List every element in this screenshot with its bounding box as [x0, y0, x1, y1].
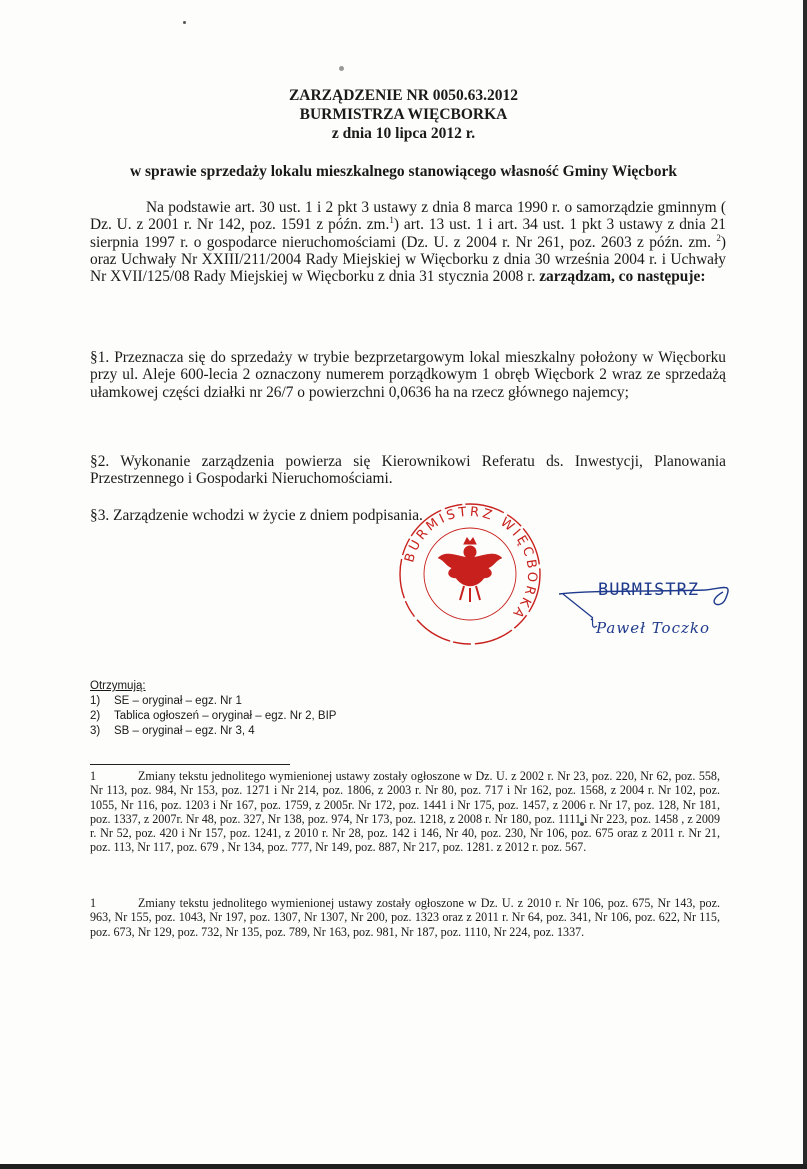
footnote-divider [90, 764, 290, 765]
list-item-text: SB – oryginał – egz. Nr 3, 4 [114, 725, 255, 737]
list-item [90, 709, 336, 724]
footnote-mark: 1 [90, 896, 97, 910]
list-item-text: SE – oryginał – egz. Nr 1 [114, 695, 242, 707]
legal-basis [90, 199, 726, 285]
signature-name: Paweł Toczko [596, 619, 711, 637]
receivers-label: Otrzymują: [90, 680, 146, 692]
list-item [90, 724, 336, 739]
eagle-emblem-icon [438, 538, 502, 602]
list-item [90, 694, 336, 709]
scan-speck [183, 21, 186, 24]
signature-title: BURMISTRZ [598, 580, 700, 600]
footnote-mark: 1 [90, 769, 97, 783]
issue-date: z dnia 10 lipca 2012 r. [331, 125, 476, 142]
footnote-text: Zmiany tekstu jednolitego wymienionej ustawy zostały ogłoszone w Dz. U. z 2010 r. Nr 106, poz. 675, Nr 143, poz. 963, Nr 155, poz. 1043, Nr 197, poz. 1307, Nr 1307, Nr 200, poz. 1323 oraz z 2011 r. Nr 64, poz. 341, Nr 106, poz. 622, Nr 115, poz. 673, Nr 129, poz. 732, Nr 135, poz. 789, Nr 163, poz. 981, Nr 187, poz. 1110, Nr 224, poz. 1337. [90, 896, 720, 939]
ordinance-number: ZARZĄDZENIE NR 0050.63.2012 [288, 87, 519, 104]
list-item-number: 3) [90, 725, 101, 737]
paragraph-3: §3. Zarządzenie wchodzi w życie z dniem podpisania. [90, 507, 423, 524]
footnote-2 [90, 896, 720, 939]
paragraph-2: §2. Wykonanie zarządzenia powierza się Kierownikowi Referatu ds. Inwestycji, Planowania Przestrzennego i Gospodarki Nieruchomościami. [90, 453, 726, 488]
footnote-ref-1: 1 [389, 215, 394, 226]
receivers-list [90, 694, 336, 739]
legal-basis-text-b: ) art. 13 ust. 1 i art. 34 ust. 1 pkt 3 ustawy z dnia 21 sierpnia 1997 r. o gospodarce nieruchomościami (Dz. U. z 2004 r. Nr 261, poz. 2603 z późn. zm. [90, 216, 727, 251]
decision-phrase: zarządzam, co następuje: [539, 268, 706, 286]
list-item-number: 2) [90, 710, 101, 722]
receivers-block [90, 679, 336, 739]
footnote-text: Zmiany tekstu jednolitego wymienionej ustawy zostały ogłoszone w Dz. U. z 2002 r. Nr 23, poz. 220, Nr 62, poz. 558, Nr 113, poz. 984, Nr 153, poz. 1271 i Nr 214, poz. 1806, z 2003 r. Nr 80, poz. 717 i Nr 162, poz. 1568, z 2004 r. Nr 102, poz. 1055, Nr 116, poz. 1203 i Nr 167, poz. 1759, z 2005r. Nr 172, poz. 1441 i Nr 175, poz. 1457, z 2006 r. Nr 17, poz. 128, Nr 181, poz. 1337, z 2007r. Nr 48, poz. 327, Nr 138, poz. 974, Nr 173, poz. 1218, z 2008 r. Nr 180, poz. 1111 i Nr 223, poz. 1458 , z 2009 r. Nr 52, poz. 420 i Nr 157, poz. 1241, z 2010 r. Nr 28, poz. 142 i 146, Nr 40, poz. 230, Nr 106, poz. 675 oraz z 2011 r. Nr 21, poz. 113, Nr 117, poz. 679 , Nr 134, poz. 777, Nr 149, poz. 887, Nr 217, poz. 1281. z 2012 r. poz. 567. [90, 769, 720, 855]
legal-basis-text-a: Na podstawie art. 30 ust. 1 i 2 pkt 3 ustawy z dnia 8 marca 1990 r. o samorządzie gminnym ( Dz. U. z 2001 r. Nr 142, poz. 1591 z późn. zm. [90, 199, 726, 234]
legal-basis-text-c: ) oraz Uchwały Nr XXIII/211/2004 Rady Miejskiej w Więcborku z dnia 30 września 2004 r. i Uchwały Nr XVII/125/08 Rady Miejskiej w Więcborku z dnia 31 stycznia 2008 r. [90, 233, 726, 286]
document-header [0, 86, 807, 143]
footnote-ref-2: 2 [716, 232, 721, 243]
list-item-number: 1) [90, 695, 101, 707]
scan-speck [339, 66, 344, 71]
list-item-text: Tablica ogłoszeń – oryginał – egz. Nr 2, BIP [114, 710, 337, 722]
scan-edge [803, 0, 807, 1169]
stamp-circle-text: BURMISTRZ WIĘCBORKA [402, 504, 540, 623]
paragraph-1: §1. Przeznacza się do sprzedaży w trybie bezprzetargowym lokal mieszkalny położony w Więcborku przy ul. Aleje 600-lecia 2 oznaczony numerem porządkowym 1 obręb Więcbork 2 wraz ze sprzedażą ułamkowej części działki nr 26/7 o powierzchni 0,0636 ha na rzecz głównego najemcy; [90, 349, 726, 401]
footnote-1 [90, 769, 720, 855]
scan-edge [0, 1164, 807, 1169]
official-stamp [396, 500, 544, 648]
issuer: BURMISTRZA WIĘCBORKA [299, 106, 508, 123]
document-subject: w sprawie sprzedaży lokalu mieszkalnego stanowiącego własność Gminy Więcbork [129, 163, 678, 180]
